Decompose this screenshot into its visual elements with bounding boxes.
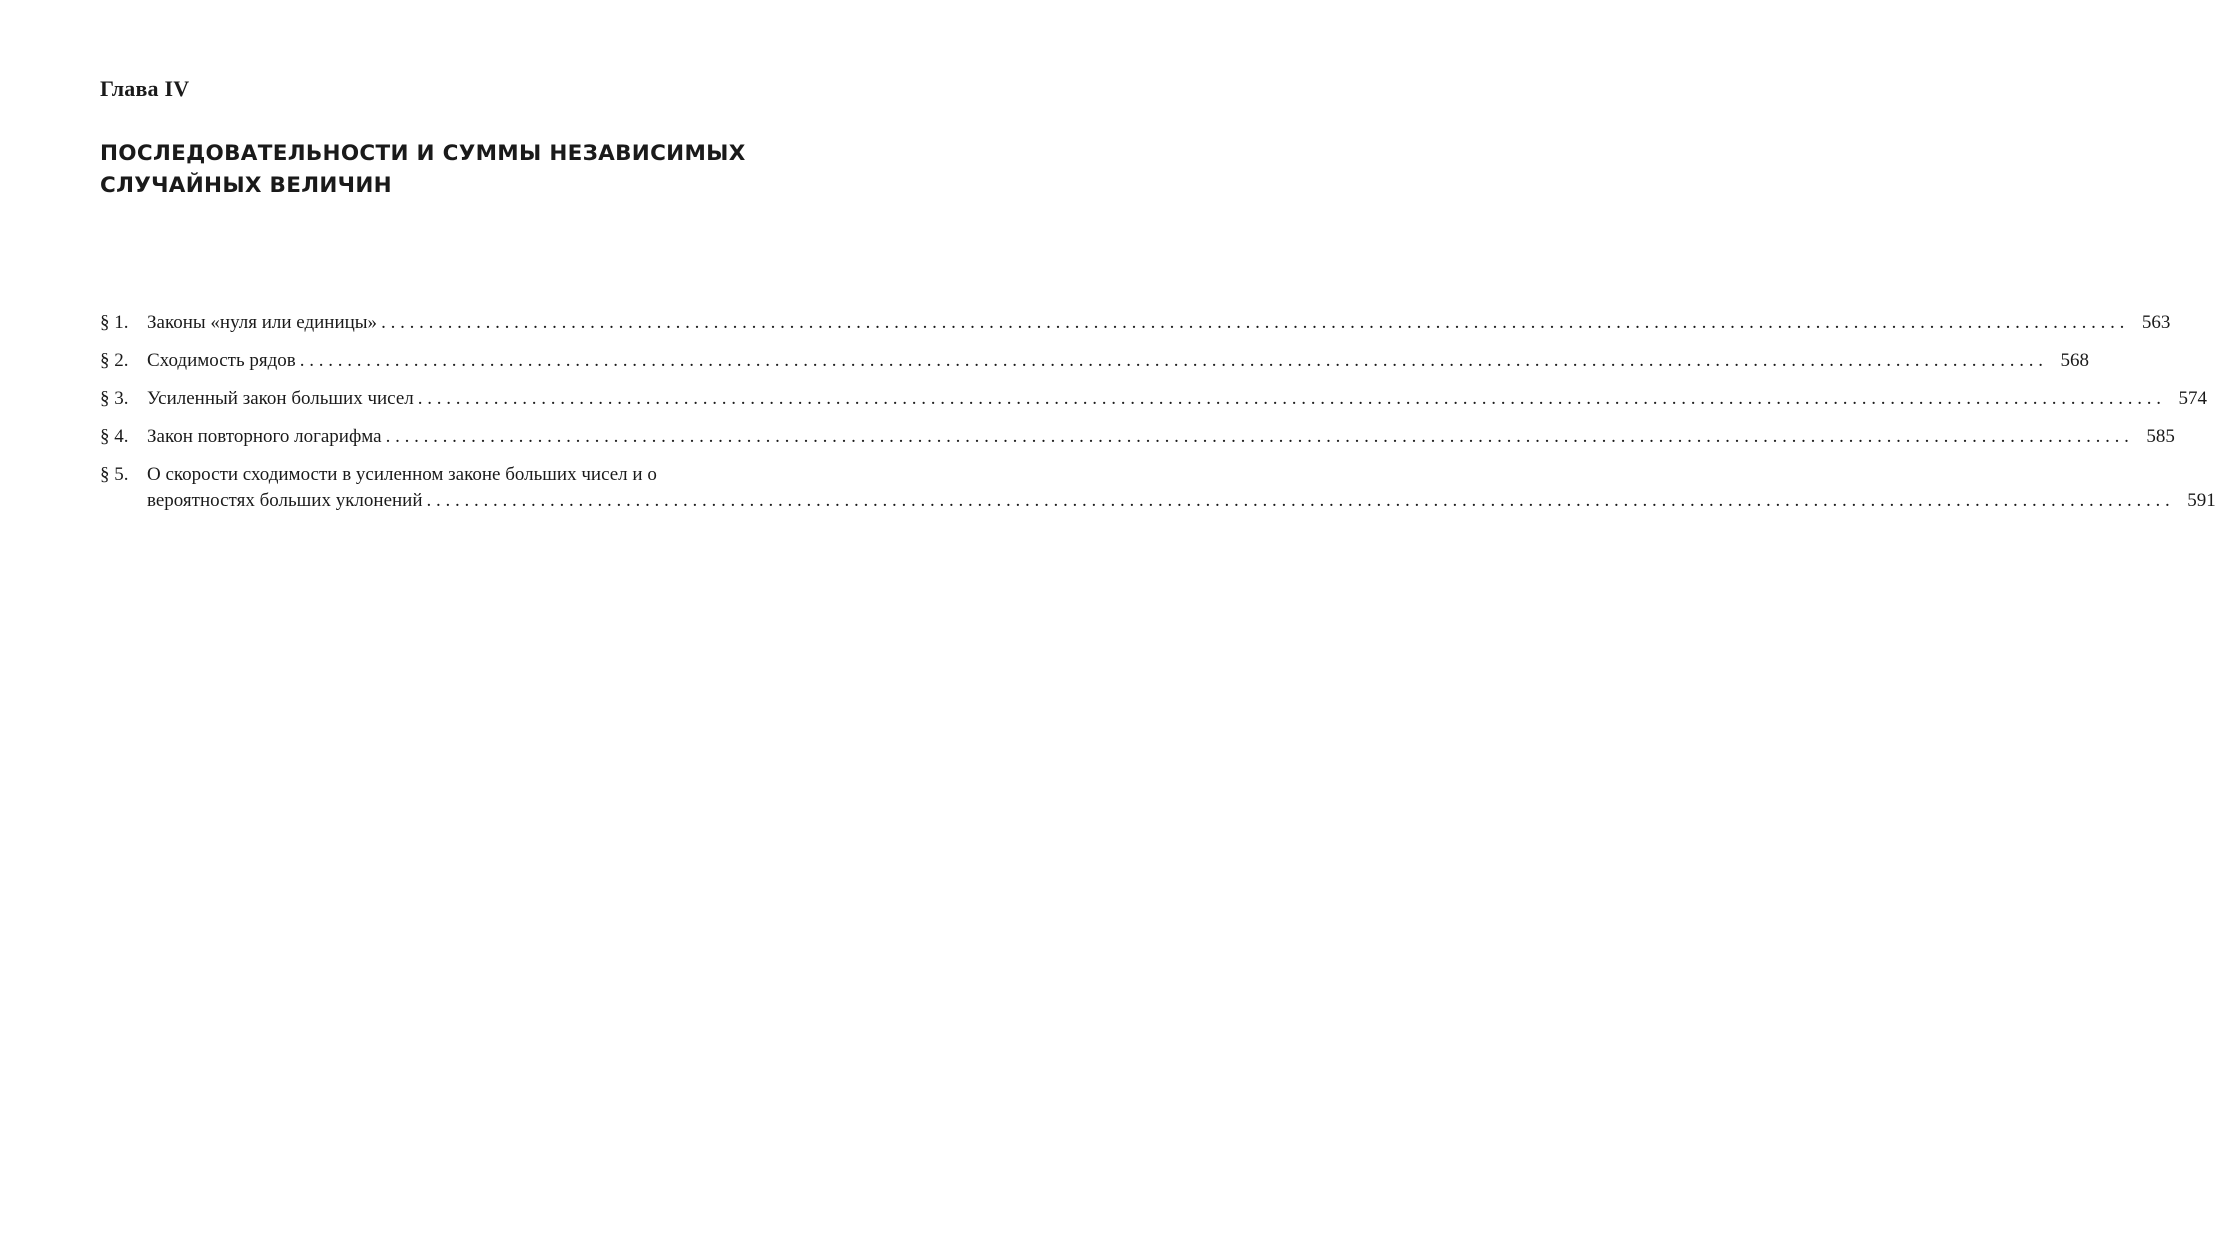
toc-page-number[interactable]: 574: [2178, 388, 2207, 409]
toc-entry-1[interactable]: [100, 310, 2171, 336]
toc-dot-leader: [418, 386, 2161, 412]
toc-dot-leader: [381, 310, 2124, 336]
toc-section-title[interactable]: Сходимость рядов: [147, 350, 296, 371]
toc-dot-leader: [300, 348, 2043, 374]
toc-dot-leader: [386, 424, 2129, 450]
toc-section-number: § 5.: [100, 464, 129, 485]
chapter-title: [100, 138, 790, 202]
toc-entry-2[interactable]: [100, 348, 2090, 374]
chapter-label: Глава IV: [100, 76, 190, 101]
toc-page-number[interactable]: 585: [2146, 426, 2175, 447]
toc-entry-4[interactable]: [100, 424, 2175, 450]
toc-section-title[interactable]: Законы «нуля или единицы»: [147, 312, 378, 333]
toc-section-title[interactable]: Закон повторного логарифма: [147, 426, 382, 447]
toc-section-number: § 4.: [100, 426, 129, 447]
toc-section-number: § 3.: [100, 388, 129, 409]
toc-dot-leader: [427, 488, 2170, 514]
toc-entry-5[interactable]: [100, 462, 2216, 514]
toc-section-number: § 2.: [100, 350, 129, 371]
toc-page-number[interactable]: 563: [2141, 312, 2171, 333]
toc-entry-3[interactable]: [100, 386, 2207, 412]
toc-section-title-line-1[interactable]: О скорости сходимости в усиленном законе больших чисел и о: [147, 464, 657, 485]
toc-page-number[interactable]: 591: [2187, 490, 2216, 511]
toc-section-title-line-2[interactable]: вероятностях больших уклонений: [147, 490, 423, 511]
toc-page-number[interactable]: 568: [2060, 350, 2090, 371]
chapter-title-line-1: ПОСЛЕДОВАТЕЛЬНОСТИ И СУММЫ НЕЗАВИСИМЫХ: [100, 141, 746, 166]
table-of-contents: [100, 310, 2216, 526]
chapter-title-line-2: СЛУЧАЙНЫХ ВЕЛИЧИН: [100, 173, 392, 198]
toc-section-number: § 1.: [100, 312, 129, 333]
toc-section-title[interactable]: Усиленный закон больших чисел: [147, 388, 414, 409]
